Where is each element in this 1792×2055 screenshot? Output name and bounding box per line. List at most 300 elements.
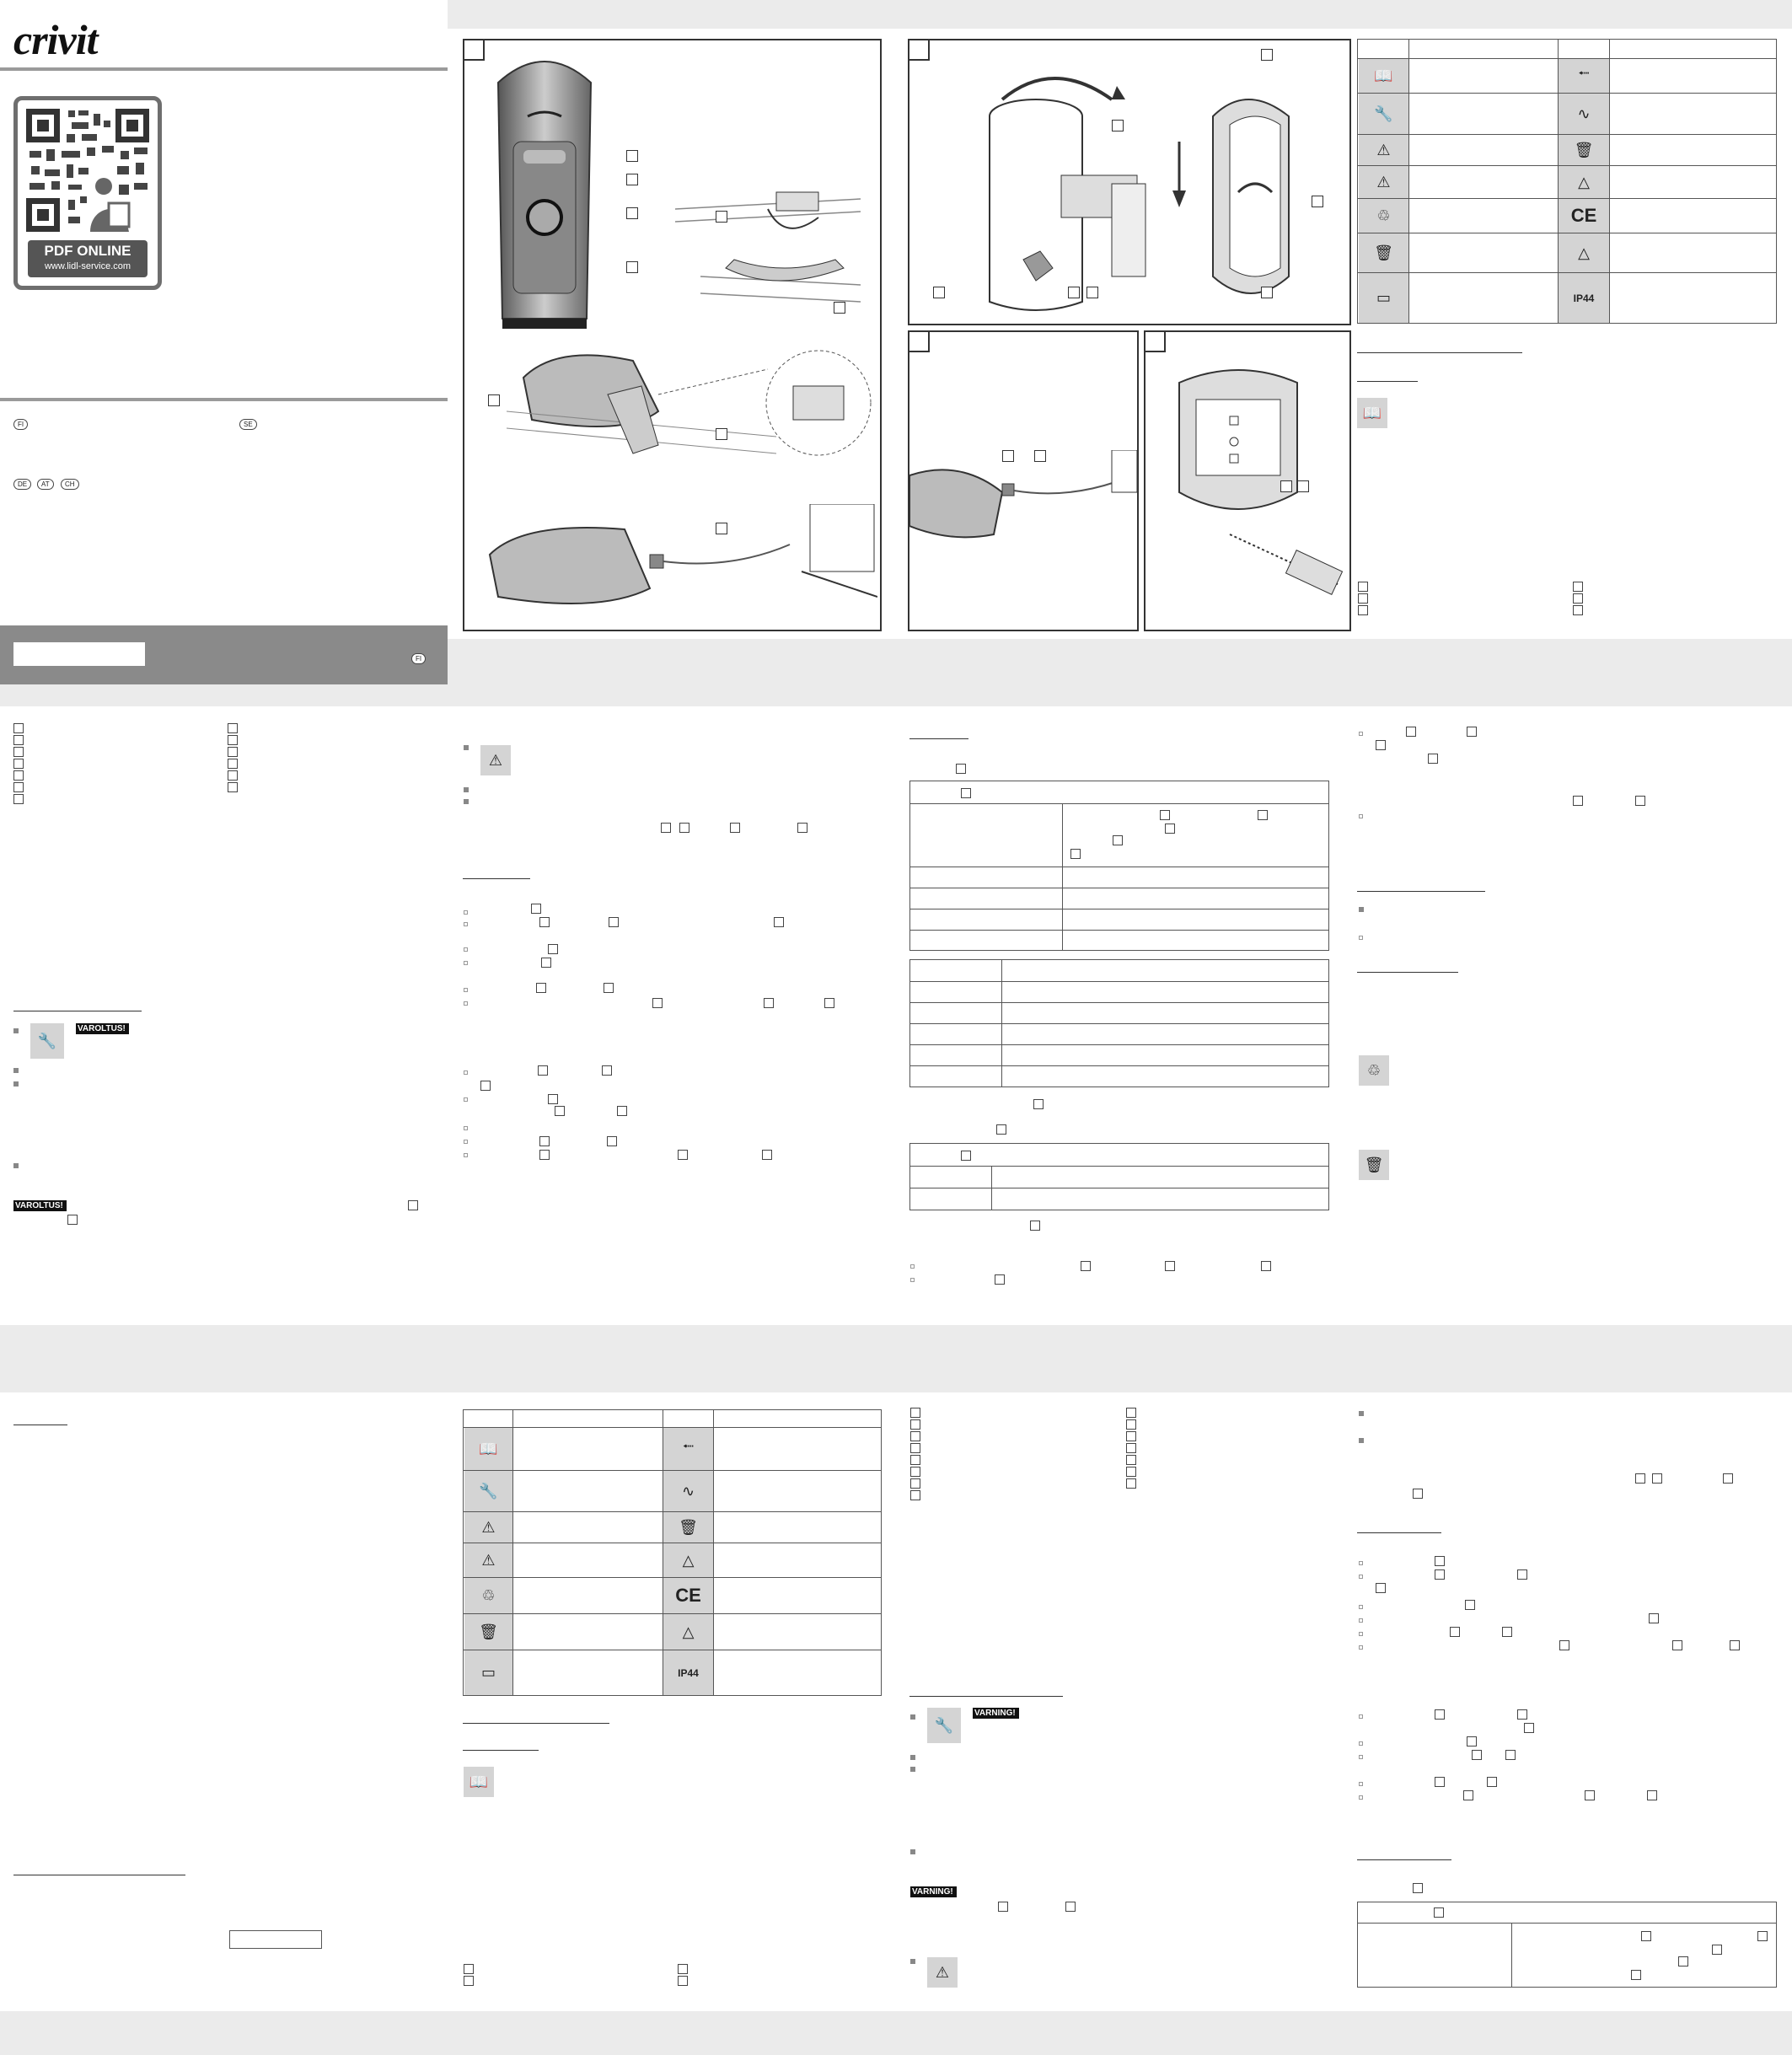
figure-d-frame bbox=[1144, 330, 1351, 631]
ref-box-mid-col4-3 bbox=[1376, 740, 1386, 750]
bullet-mid-col1-2 bbox=[13, 1068, 19, 1073]
parts-box-11 bbox=[228, 759, 238, 769]
bottom-band bbox=[0, 2011, 1792, 2055]
spec-table-1-box-6 bbox=[1070, 849, 1081, 859]
parts-box-4 bbox=[13, 759, 24, 769]
recycle-arrows-icon-b: △ bbox=[663, 1543, 713, 1577]
lang-pill-fi: FI bbox=[13, 419, 28, 430]
callout-b6 bbox=[1312, 196, 1323, 207]
lang-pill-de: DE bbox=[13, 479, 31, 490]
symtable-b-row-2 bbox=[464, 1511, 881, 1512]
parts-box-3 bbox=[13, 747, 24, 757]
callout-9 bbox=[716, 523, 727, 534]
step-b-dot-11 bbox=[1359, 1795, 1363, 1800]
ref-box-mid-col3-6 bbox=[1165, 1261, 1175, 1271]
step-dot-8 bbox=[464, 1097, 468, 1102]
figure-c-frame bbox=[908, 330, 1139, 631]
section-rule-mid-col2-1 bbox=[463, 878, 530, 879]
parts-b-box-14 bbox=[1126, 1467, 1136, 1477]
spec-table-3-line-1 bbox=[910, 1166, 1328, 1167]
ref-box-bot-col4-5 bbox=[1413, 1883, 1423, 1893]
step-box-4 bbox=[774, 917, 784, 927]
callout-c2 bbox=[1034, 450, 1046, 462]
figure-c-tab bbox=[908, 330, 930, 352]
handlebar-mount-illustration bbox=[943, 49, 1179, 319]
callout-7 bbox=[488, 394, 500, 406]
callout-c1 bbox=[1002, 450, 1014, 462]
step-b-box-13 bbox=[1517, 1709, 1527, 1720]
list-box-bc2-2 bbox=[464, 1976, 474, 1986]
step-b-box-2 bbox=[1435, 1569, 1445, 1580]
recycle-bin-icon: 🗑 bbox=[1559, 135, 1609, 165]
spec-table-2-line-1 bbox=[910, 981, 1328, 982]
step-dot-col3-1 bbox=[910, 1264, 915, 1269]
lang-pill-at: AT bbox=[37, 479, 54, 490]
spec-table-1-box-2 bbox=[1160, 810, 1170, 820]
ref-box-bot-col4-3 bbox=[1723, 1473, 1733, 1484]
assembly-person-icon-b: 🔧 bbox=[464, 1471, 512, 1511]
section-rule-top-right-2 bbox=[1357, 381, 1418, 382]
section-rule-bot-col4-2 bbox=[1357, 1859, 1451, 1860]
figure-d-tab bbox=[1144, 330, 1166, 352]
spec-table-2-line-3 bbox=[910, 1023, 1328, 1024]
list-box-tr-2 bbox=[1358, 593, 1368, 604]
qr-code-card[interactable] bbox=[13, 96, 162, 290]
step-b-box-1 bbox=[1435, 1556, 1445, 1566]
step-dot-5 bbox=[464, 988, 468, 992]
callout-1 bbox=[626, 150, 638, 162]
step-box-16 bbox=[555, 1106, 565, 1116]
ref-box-bot-col3-1 bbox=[998, 1902, 1008, 1912]
callout-5 bbox=[716, 211, 727, 223]
warning-label-fi-1: VAROLTUS! bbox=[76, 1023, 129, 1034]
parts-box-2 bbox=[13, 735, 24, 745]
step-dot-2 bbox=[464, 922, 468, 926]
parts-b-box-5 bbox=[910, 1455, 920, 1465]
callout-2 bbox=[626, 174, 638, 185]
book-info-icon: 📖 bbox=[1359, 59, 1408, 93]
list-box-tr-5 bbox=[1573, 593, 1583, 604]
spec-table-2-col-line bbox=[1001, 960, 1002, 1087]
step-dot-col3-2 bbox=[910, 1278, 915, 1282]
step-box-22 bbox=[762, 1150, 772, 1160]
pdf-online-url[interactable]: www.lidl-service.com bbox=[44, 261, 131, 271]
ref-box-mid-col3-1 bbox=[956, 764, 966, 774]
parts-b-box-4 bbox=[910, 1443, 920, 1453]
battery-warning-icon-b: ⚠ bbox=[464, 1543, 512, 1577]
assembly-person-icon-small-b: 🔧 bbox=[927, 1708, 961, 1743]
bullet-bot-col4-1 bbox=[1359, 1411, 1364, 1416]
ce-mark-icon-b: CE bbox=[663, 1578, 713, 1613]
section-rule-bot-col2-1 bbox=[463, 1723, 609, 1724]
lang-pill-ch: CH bbox=[61, 479, 79, 490]
parts-b-box-3 bbox=[910, 1431, 920, 1441]
book-info-icon-b: 📖 bbox=[464, 1428, 512, 1470]
step-dot-9 bbox=[464, 1126, 468, 1130]
bullet-mid-col1-3 bbox=[13, 1081, 19, 1087]
ref-box-mid-col4-1 bbox=[1406, 727, 1416, 737]
parts-b-box-7 bbox=[910, 1478, 920, 1489]
step-b-dot-3 bbox=[1359, 1605, 1363, 1609]
ip44-icon: IP44 bbox=[1559, 273, 1609, 323]
ref-box-mid-col1-2 bbox=[67, 1215, 78, 1225]
spec-table-b-col-line bbox=[1511, 1923, 1512, 1987]
bullet-mid-col1-1 bbox=[13, 1028, 19, 1033]
ce-mark-icon: CE bbox=[1559, 199, 1609, 233]
section-rule-mid-col4-2 bbox=[1357, 972, 1458, 973]
list-box-tr-1 bbox=[1358, 582, 1368, 592]
spec-table-1 bbox=[909, 781, 1329, 951]
spec-table-b-box-5 bbox=[1678, 1956, 1688, 1966]
mount-bracket-illustration bbox=[675, 184, 861, 310]
symtable-b-left-line bbox=[512, 1410, 513, 1695]
callout-4 bbox=[626, 261, 638, 273]
ip44-icon-b: IP44 bbox=[663, 1650, 713, 1695]
step-b-dot-6 bbox=[1359, 1645, 1363, 1650]
step-box-5 bbox=[548, 944, 558, 954]
ref-box-bot-col4-4 bbox=[1413, 1489, 1423, 1499]
parts-box-10 bbox=[228, 747, 238, 757]
step-b-box-14 bbox=[1524, 1723, 1534, 1733]
spec-table-bottom bbox=[1357, 1902, 1777, 1988]
symtable-b-right-line bbox=[713, 1410, 714, 1695]
step-box-9 bbox=[652, 998, 663, 1008]
step-b-dot-4 bbox=[1359, 1618, 1363, 1623]
warning-label-fi-2: VAROLTUS! bbox=[13, 1200, 67, 1211]
ref-box-mid-col2-4 bbox=[797, 823, 807, 833]
section-rule-bot-col4-1 bbox=[1357, 1532, 1441, 1533]
spec-table-3-col-line bbox=[991, 1166, 992, 1210]
step-box-2 bbox=[539, 917, 550, 927]
symtable-left-line bbox=[1408, 40, 1409, 323]
callout-b4 bbox=[1086, 287, 1098, 298]
alternating-current-icon: ∿ bbox=[1559, 94, 1609, 134]
section-rule-top-right-1 bbox=[1357, 352, 1522, 353]
spec-table-1-box-3 bbox=[1258, 810, 1268, 820]
step-b-dot-9 bbox=[1359, 1755, 1363, 1759]
step-box-15 bbox=[548, 1094, 558, 1104]
step-b-box-20 bbox=[1463, 1790, 1473, 1800]
parts-b-box-8 bbox=[910, 1490, 920, 1500]
headlight-back-illustration bbox=[1205, 91, 1297, 302]
spec-table-1-line-1 bbox=[910, 803, 1328, 804]
bullet-bot-col3-4 bbox=[910, 1849, 915, 1854]
symtable-right-line bbox=[1609, 40, 1610, 323]
step-b-box-8 bbox=[1502, 1627, 1512, 1637]
step-dot-10 bbox=[464, 1140, 468, 1144]
callout-8 bbox=[716, 428, 727, 440]
step-b-box-15 bbox=[1467, 1736, 1477, 1746]
pdf-online-badge[interactable] bbox=[28, 240, 148, 277]
parts-box-5 bbox=[13, 770, 24, 781]
callout-b1 bbox=[1112, 120, 1124, 131]
spec-table-1-box-5 bbox=[1113, 835, 1123, 845]
bullet-mid-col2-2 bbox=[464, 787, 469, 792]
spec-table-2-line-4 bbox=[910, 1044, 1328, 1045]
callout-b7 bbox=[1261, 287, 1273, 298]
parts-b-box-12 bbox=[1126, 1443, 1136, 1453]
list-box-bc2-3 bbox=[678, 1964, 688, 1974]
bullet-bot-col3-2 bbox=[910, 1755, 915, 1760]
step-b-dot-5 bbox=[1359, 1632, 1363, 1636]
step-b-box-22 bbox=[1647, 1790, 1657, 1800]
cable-connection-illustration bbox=[909, 450, 1139, 585]
step-dot-col4-3 bbox=[1359, 936, 1363, 940]
warning-triangle-icon-b: ⚠ bbox=[464, 1512, 512, 1543]
ref-box-bot-col4-1 bbox=[1635, 1473, 1645, 1484]
list-box-tr-4 bbox=[1573, 582, 1583, 592]
bullet-mid-col2-3 bbox=[464, 799, 469, 804]
parts-box-1 bbox=[13, 723, 24, 733]
cover-footer-box bbox=[13, 642, 145, 666]
symtable-b-row-4 bbox=[464, 1577, 881, 1578]
list-box-bc2-1 bbox=[464, 1964, 474, 1974]
callout-b2 bbox=[933, 287, 945, 298]
battery-disposal-icon-small: ♲ bbox=[1359, 1055, 1389, 1086]
parts-box-9 bbox=[228, 735, 238, 745]
step-b-box-7 bbox=[1450, 1627, 1460, 1637]
ref-box-mid-col3-8 bbox=[995, 1274, 1005, 1285]
battery-level-icon-b: ▭ bbox=[464, 1650, 512, 1695]
spec-table-2-line-2 bbox=[910, 1002, 1328, 1003]
callout-6 bbox=[834, 302, 845, 314]
usb-charging-illustration bbox=[481, 504, 877, 622]
step-box-20 bbox=[539, 1150, 550, 1160]
step-b-box-6 bbox=[1649, 1613, 1659, 1623]
recycle-bin-icon-b: 🗑 bbox=[663, 1512, 713, 1543]
step-b-dot-7 bbox=[1359, 1714, 1363, 1719]
battery-warning-icon-small-b: ⚠ bbox=[927, 1957, 958, 1988]
step-box-17 bbox=[617, 1106, 627, 1116]
qr-code-icon bbox=[26, 109, 149, 235]
symbol-table-bottom bbox=[463, 1409, 882, 1696]
warning-label-se-2: VARNING! bbox=[910, 1886, 957, 1897]
step-dot-7 bbox=[464, 1070, 468, 1075]
battery-disposal-icon-b: ♲ bbox=[464, 1578, 512, 1613]
step-b-box-21 bbox=[1585, 1790, 1595, 1800]
battery-warning-icon: ⚠ bbox=[1359, 166, 1408, 198]
parts-box-12 bbox=[228, 770, 238, 781]
cover-divider-bottom bbox=[0, 398, 448, 401]
recycle-arrows-icon-b2: △ bbox=[663, 1614, 713, 1650]
callout-3 bbox=[626, 207, 638, 219]
usb-port-illustration bbox=[1162, 366, 1348, 619]
recycle-arrows-icon: △ bbox=[1559, 166, 1609, 198]
step-dot-6 bbox=[464, 1001, 468, 1006]
symtable-row-line-4 bbox=[1358, 198, 1776, 199]
step-dot-11 bbox=[464, 1153, 468, 1157]
parts-b-box-2 bbox=[910, 1419, 920, 1430]
callout-b5 bbox=[1261, 49, 1273, 61]
ref-box-mid-col4-5 bbox=[1573, 796, 1583, 806]
ref-box-mid-col4-4 bbox=[1428, 754, 1438, 764]
step-b-dot-2 bbox=[1359, 1575, 1363, 1579]
parts-b-box-11 bbox=[1126, 1431, 1136, 1441]
ref-box-mid-col4-6 bbox=[1635, 796, 1645, 806]
step-dot-col4-2 bbox=[1359, 814, 1363, 818]
symtable-b-row-5 bbox=[464, 1613, 881, 1614]
spec-table-2 bbox=[909, 959, 1329, 1087]
step-dot-col4-1 bbox=[1359, 732, 1363, 736]
parts-box-13 bbox=[228, 782, 238, 792]
step-box-6 bbox=[541, 958, 551, 968]
battery-level-icon: ▭ bbox=[1359, 273, 1408, 323]
step-b-box-18 bbox=[1435, 1777, 1445, 1787]
step-b-box-3 bbox=[1517, 1569, 1527, 1580]
assembly-person-icon: 🔧 bbox=[1359, 94, 1408, 134]
parts-b-box-15 bbox=[1126, 1478, 1136, 1489]
warning-triangle-icon: ⚠ bbox=[1359, 135, 1408, 165]
recycle-arrows-icon-2: △ bbox=[1559, 233, 1609, 272]
callout-d2 bbox=[1297, 480, 1309, 492]
ref-box-bot-col4-2 bbox=[1652, 1473, 1662, 1484]
callout-b3 bbox=[1068, 287, 1080, 298]
parts-box-6 bbox=[13, 782, 24, 792]
crossed-bin-icon-small: 🗑 bbox=[1359, 1150, 1389, 1180]
alternating-current-icon-b: ∿ bbox=[663, 1471, 713, 1511]
arrow-down-icon bbox=[1171, 142, 1188, 209]
section-rule-bot-col3 bbox=[909, 1696, 1063, 1697]
spec-table-3 bbox=[909, 1143, 1329, 1210]
bullet-bot-col4-2 bbox=[1359, 1438, 1364, 1443]
usb-icon: ⭪ bbox=[1559, 59, 1609, 93]
book-info-icon-small: 📖 bbox=[1357, 398, 1387, 428]
bullet-bot-col3-1 bbox=[910, 1714, 915, 1720]
spec-table-b-box-4 bbox=[1712, 1945, 1722, 1955]
warning-label-se-1: VARNING! bbox=[973, 1708, 1019, 1719]
step-box-13 bbox=[602, 1065, 612, 1076]
middle-band-2 bbox=[0, 1325, 1792, 1392]
section-rule-mid-col4-1 bbox=[1357, 891, 1485, 892]
figure-b-tab bbox=[908, 39, 930, 61]
symtable-row-line-6 bbox=[1358, 272, 1776, 273]
step-dot-1 bbox=[464, 910, 468, 915]
step-b-box-11 bbox=[1730, 1640, 1740, 1650]
symbol-table-top bbox=[1357, 39, 1777, 324]
parts-b-box-10 bbox=[1126, 1419, 1136, 1430]
headlight-side-illustration bbox=[507, 344, 877, 462]
figure-b-frame bbox=[908, 39, 1351, 325]
cover-divider-top bbox=[0, 67, 448, 71]
ref-box-mid-col3-5 bbox=[1081, 1261, 1091, 1271]
step-dot-3 bbox=[464, 947, 468, 952]
bullet-mid-col1-4 bbox=[13, 1163, 19, 1168]
ref-box-mid-col3-3 bbox=[996, 1124, 1006, 1135]
step-b-dot-1 bbox=[1359, 1561, 1363, 1565]
section-rule-bot-col2-2 bbox=[463, 1750, 539, 1751]
ref-box-mid-col2-1 bbox=[661, 823, 671, 833]
list-box-tr-3 bbox=[1358, 605, 1368, 615]
crossed-bin-icon: 🗑 bbox=[1359, 233, 1408, 272]
symtable-row-line-3 bbox=[1358, 165, 1776, 166]
parts-b-box-1 bbox=[910, 1408, 920, 1418]
spec-table-b-box-1 bbox=[1434, 1907, 1444, 1918]
step-b-box-9 bbox=[1559, 1640, 1569, 1650]
bullet-mid-col2-1 bbox=[464, 745, 469, 750]
spec-table-b-box-6 bbox=[1631, 1970, 1641, 1980]
step-dot-4 bbox=[464, 961, 468, 965]
brand-logo: crivit bbox=[13, 16, 98, 63]
ref-box-mid-col2-3 bbox=[730, 823, 740, 833]
battery-disposal-icon: ♲ bbox=[1359, 199, 1408, 233]
spec-table-1-box-4 bbox=[1165, 824, 1175, 834]
bullet-bot-col3-5 bbox=[910, 1959, 915, 1964]
ref-box-mid-col1-1 bbox=[408, 1200, 418, 1210]
step-box-11 bbox=[824, 998, 834, 1008]
parts-b-box-9 bbox=[1126, 1408, 1136, 1418]
bottom-box-col1 bbox=[229, 1930, 322, 1949]
ref-box-mid-col3-7 bbox=[1261, 1261, 1271, 1271]
step-b-box-17 bbox=[1505, 1750, 1516, 1760]
symtable-b-row-1 bbox=[464, 1470, 881, 1471]
step-b-dot-8 bbox=[1359, 1741, 1363, 1746]
parts-box-7 bbox=[13, 794, 24, 804]
usb-icon-b: ⭪ bbox=[663, 1428, 713, 1470]
step-b-box-12 bbox=[1435, 1709, 1445, 1720]
step-box-10 bbox=[764, 998, 774, 1008]
ref-box-mid-col3-2 bbox=[1033, 1099, 1044, 1109]
pdf-online-label: PDF ONLINE bbox=[44, 243, 131, 259]
ref-box-mid-col3-4 bbox=[1030, 1221, 1040, 1231]
step-b-box-5 bbox=[1465, 1600, 1475, 1610]
spec-table-1-box-1 bbox=[961, 788, 971, 798]
list-box-tr-6 bbox=[1573, 605, 1583, 615]
step-box-7 bbox=[536, 983, 546, 993]
spec-table-1-line-5 bbox=[910, 930, 1328, 931]
step-b-box-16 bbox=[1472, 1750, 1482, 1760]
assembly-person-icon-small: 🔧 bbox=[30, 1023, 64, 1059]
step-box-8 bbox=[604, 983, 614, 993]
parts-b-box-13 bbox=[1126, 1455, 1136, 1465]
book-info-icon-small-b: 📖 bbox=[464, 1767, 494, 1797]
section-rule-mid-col3 bbox=[909, 738, 968, 739]
spec-table-2-line-5 bbox=[910, 1065, 1328, 1066]
step-box-19 bbox=[607, 1136, 617, 1146]
step-box-1 bbox=[531, 904, 541, 914]
footer-lang-pill: FI bbox=[411, 653, 426, 664]
parts-b-box-6 bbox=[910, 1467, 920, 1477]
figure-a-tab bbox=[463, 39, 485, 61]
ref-box-bot-col3-2 bbox=[1065, 1902, 1076, 1912]
crossed-bin-icon-b: 🗑 bbox=[464, 1614, 512, 1650]
symtable-row-line-1 bbox=[1358, 93, 1776, 94]
spec-table-3-box-1 bbox=[961, 1151, 971, 1161]
spec-table-1-col-line bbox=[1062, 803, 1063, 950]
bullet-mid-col4-1 bbox=[1359, 907, 1364, 912]
lang-pill-se: SE bbox=[239, 419, 257, 430]
parts-box-8 bbox=[228, 723, 238, 733]
step-b-box-19 bbox=[1487, 1777, 1497, 1787]
step-b-dot-10 bbox=[1359, 1782, 1363, 1786]
step-box-14 bbox=[480, 1081, 491, 1091]
spec-table-b-box-2 bbox=[1641, 1931, 1651, 1941]
list-box-bc2-4 bbox=[678, 1976, 688, 1986]
ref-box-mid-col4-2 bbox=[1467, 727, 1477, 737]
bullet-bot-col3-3 bbox=[910, 1767, 915, 1772]
ref-box-mid-col2-2 bbox=[679, 823, 689, 833]
battery-warning-icon-small: ⚠ bbox=[480, 745, 511, 775]
step-box-3 bbox=[609, 917, 619, 927]
headlight-front-illustration bbox=[490, 49, 599, 335]
step-box-12 bbox=[538, 1065, 548, 1076]
spec-table-b-line-1 bbox=[1358, 1923, 1776, 1924]
callout-d1 bbox=[1280, 480, 1292, 492]
cover-panel bbox=[0, 0, 448, 684]
spec-table-b-box-3 bbox=[1757, 1931, 1768, 1941]
step-b-box-4 bbox=[1376, 1583, 1386, 1593]
step-b-box-10 bbox=[1672, 1640, 1682, 1650]
step-box-18 bbox=[539, 1136, 550, 1146]
